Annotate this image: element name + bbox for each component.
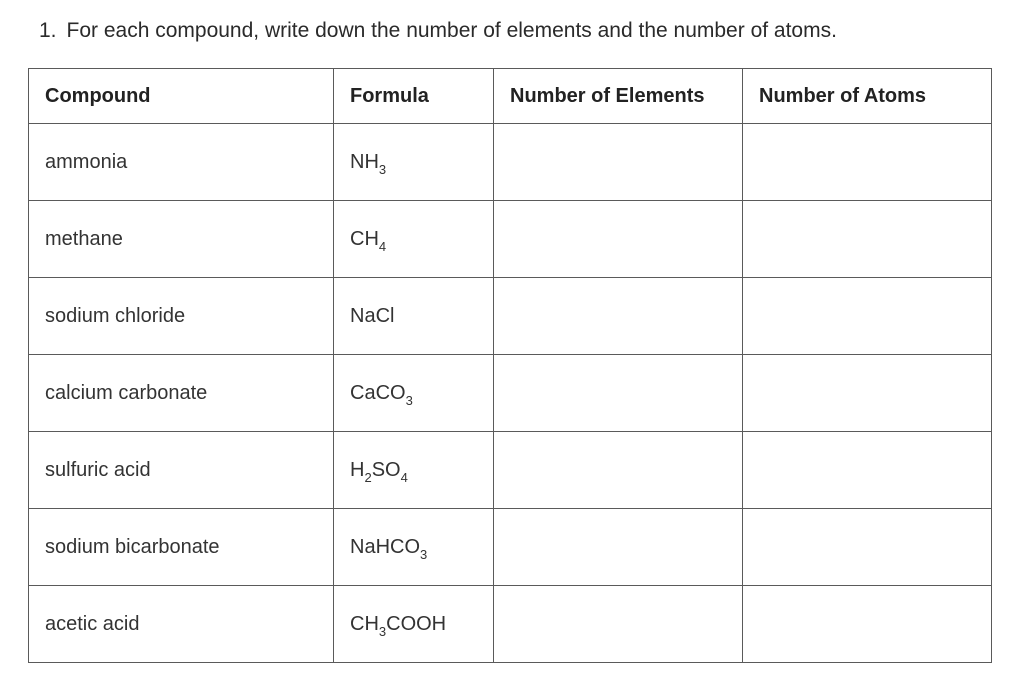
number-of-elements-cell[interactable] (494, 509, 743, 586)
number-of-atoms-cell[interactable] (743, 432, 992, 509)
compound-name: sodium bicarbonate (29, 509, 334, 586)
number-of-atoms-cell[interactable] (743, 278, 992, 355)
table-row (29, 201, 992, 278)
formula-text: CaCO (350, 381, 406, 404)
formula-text: NH (350, 150, 379, 173)
question-prompt (39, 17, 837, 45)
number-of-elements-cell[interactable] (494, 432, 743, 509)
number-of-atoms-cell[interactable] (743, 586, 992, 663)
compound-name: ammonia (29, 124, 334, 201)
compound-name: sulfuric acid (29, 432, 334, 509)
formula-text: NaCl (350, 304, 395, 327)
formula-text: NaHCO (350, 535, 421, 558)
compound-name: calcium carbonate (29, 355, 334, 432)
formula-text: CH (350, 227, 379, 250)
number-of-atoms-cell[interactable] (743, 124, 992, 201)
number-of-atoms-cell[interactable] (743, 201, 992, 278)
question-text: For each compound, write down the number of elements and the number of atoms. (66, 19, 837, 42)
formula-subscript: 4 (378, 238, 387, 254)
formula-subscript: 3 (378, 161, 387, 177)
formula-text: COOH (386, 612, 447, 635)
formula-cell (334, 509, 494, 586)
header-number-of-atoms: Number of Atoms (743, 69, 992, 124)
compound-name: acetic acid (29, 586, 334, 663)
header-number-of-elements: Number of Elements (494, 69, 743, 124)
number-of-elements-cell[interactable] (494, 278, 743, 355)
table-row (29, 278, 992, 355)
formula-cell (334, 355, 494, 432)
header-formula: Formula (334, 69, 494, 124)
formula-cell (334, 432, 494, 509)
compound-name: sodium chloride (29, 278, 334, 355)
formula-cell (334, 124, 494, 201)
table-row (29, 355, 992, 432)
number-of-elements-cell[interactable] (494, 201, 743, 278)
formula-text: SO (371, 458, 401, 481)
formula-cell (334, 586, 494, 663)
formula-subscript: 3 (420, 546, 428, 562)
formula-subscript: 2 (364, 469, 372, 485)
table-header-row (29, 69, 992, 124)
number-of-atoms-cell[interactable] (743, 355, 992, 432)
formula-text: H (350, 458, 365, 481)
formula-subscript: 3 (378, 623, 387, 639)
number-of-elements-cell[interactable] (494, 124, 743, 201)
table-row (29, 124, 992, 201)
table-row (29, 432, 992, 509)
table-row (29, 586, 992, 663)
number-of-elements-cell[interactable] (494, 586, 743, 663)
formula-subscript: 3 (405, 392, 413, 408)
number-of-atoms-cell[interactable] (743, 509, 992, 586)
question-number: 1. (39, 19, 57, 42)
compound-name: methane (29, 201, 334, 278)
formula-text: CH (350, 612, 379, 635)
formula-cell (334, 278, 494, 355)
number-of-elements-cell[interactable] (494, 355, 743, 432)
formula-cell (334, 201, 494, 278)
table-row (29, 509, 992, 586)
compound-table (28, 68, 992, 663)
formula-subscript: 4 (400, 469, 408, 485)
header-compound: Compound (29, 69, 334, 124)
